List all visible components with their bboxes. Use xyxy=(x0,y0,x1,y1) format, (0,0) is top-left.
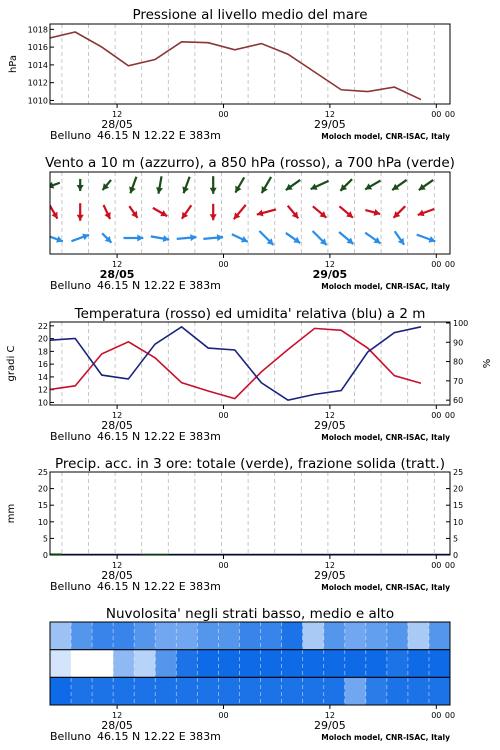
cloud-cell-alto xyxy=(134,622,156,650)
cloud-credit: Moloch model, CNR-ISAC, Italy xyxy=(321,733,450,742)
wind-arrow-shaft xyxy=(47,183,59,188)
precip-xtick-label: 00 xyxy=(218,561,229,570)
wind-arrow-head xyxy=(77,215,84,221)
cloud-xtick-label: 00 xyxy=(444,711,456,720)
pressure-ytick-label: 1012 xyxy=(27,78,48,88)
cloud-cell-medio xyxy=(50,650,72,678)
temperature-ylabel: gradi C xyxy=(6,345,17,382)
wind-arrow-head xyxy=(210,188,217,194)
cloud-cell-alto xyxy=(261,622,283,650)
pressure-title: Pressione al livello medio del mare xyxy=(132,7,368,23)
pressure-credit: Moloch model, CNR-ISAC, Italy xyxy=(321,132,450,141)
precip-date-label: 29/05 xyxy=(314,569,346,582)
humidity-ylabel: % xyxy=(482,358,493,369)
temperature-station-coords: 46.15 N 12.22 E 383m xyxy=(97,430,221,443)
cloud-cell-medio xyxy=(261,650,283,678)
temperature-station-name: Belluno xyxy=(50,430,92,443)
pressure-xtick-label: 12 xyxy=(112,110,123,119)
cloud-cell-alto xyxy=(345,622,367,650)
cloud-cell-basso xyxy=(92,677,114,705)
cloud-cell-medio xyxy=(155,650,177,678)
cloud-cell-basso xyxy=(218,677,240,705)
cloud-xtick-label: 00 xyxy=(218,711,229,720)
cloud-cell-alto xyxy=(324,622,346,650)
temperature-date-label: 28/05 xyxy=(101,419,133,432)
cloud-cell-basso xyxy=(303,677,325,705)
cloud-chart xyxy=(50,606,455,743)
precip-ytick-label: 15 xyxy=(37,501,48,511)
precip-ytick-label: 5 xyxy=(42,534,48,544)
wind-xtick-label: 12 xyxy=(324,260,335,269)
precip-ytick-label: 20 xyxy=(37,484,48,494)
temperature-ytick-label: 18 xyxy=(37,347,48,357)
cloud-cell-basso xyxy=(387,677,409,705)
cloud-cell-basso xyxy=(113,677,135,705)
humidity-ytick-label-right: 60 xyxy=(453,396,464,406)
pressure-chart xyxy=(8,7,455,142)
pressure-date-label: 28/05 xyxy=(101,118,133,131)
wind-arrow-head xyxy=(210,214,217,220)
cloud-station-name: Belluno xyxy=(50,730,92,743)
pressure-ytick-label: 1018 xyxy=(27,25,48,35)
cloud-cell-medio xyxy=(303,650,325,678)
pressure-xtick-label: 12 xyxy=(324,110,335,119)
wind-arrow-head xyxy=(77,185,84,191)
temperature-title: Temperatura (rosso) ed umidita' relativa (blu) a 2 m xyxy=(74,306,426,322)
cloud-cell-alto xyxy=(113,622,135,650)
pressure-xtick-label: 00 xyxy=(218,110,229,119)
cloud-cell-basso xyxy=(282,677,304,705)
wind-arrow-head xyxy=(137,235,143,242)
cloud-cell-alto xyxy=(50,622,72,650)
cloud-cell-alto xyxy=(176,622,198,650)
cloud-cell-alto xyxy=(197,622,219,650)
humidity-ytick-label-right: 90 xyxy=(453,338,464,348)
cloud-cell-medio xyxy=(134,650,156,678)
cloud-cell-basso xyxy=(324,677,346,705)
temperature-ytick-label: 10 xyxy=(37,398,48,408)
wind-title: Vento a 10 m (azzurro), a 850 hPa (rosso), a 700 hPa (verde) xyxy=(45,155,455,171)
wind-chart xyxy=(18,155,455,292)
wind-station-name: Belluno xyxy=(50,279,92,292)
wind-xtick-label: 00 xyxy=(431,260,442,269)
wind-station-coords: 46.15 N 12.22 E 383m xyxy=(97,279,221,292)
wind-credit: Moloch model, CNR-ISAC, Italy xyxy=(321,282,450,291)
cloud-date-label: 28/05 xyxy=(101,719,133,732)
wind-arrow-head xyxy=(21,209,28,216)
cloud-cell-medio xyxy=(345,650,367,678)
temperature-ytick-label: 16 xyxy=(37,360,48,370)
precip-station-coords: 46.15 N 12.22 E 383m xyxy=(97,580,221,593)
cloud-cell-basso xyxy=(71,677,93,705)
pressure-station-name: Belluno xyxy=(50,129,92,142)
pressure-ytick-label: 1014 xyxy=(27,60,48,70)
precip-ylabel: mm xyxy=(6,503,17,524)
precip-frame xyxy=(50,472,450,555)
cloud-cell-alto xyxy=(429,622,451,650)
precip-title: Precip. acc. in 3 ore: totale (verde), frazione solida (tratt.) xyxy=(55,456,445,472)
cloud-cell-alto xyxy=(92,622,114,650)
cloud-cell-alto xyxy=(239,622,261,650)
precip-station-name: Belluno xyxy=(50,580,92,593)
cloud-cell-medio xyxy=(92,650,114,678)
precip-ytick-label-right: 25 xyxy=(453,468,464,477)
cloud-title: Nuvolosita' negli strati basso, medio e alto xyxy=(105,606,395,622)
precip-ytick-label: 10 xyxy=(37,517,48,527)
pressure-ylabel: hPa xyxy=(8,54,19,74)
cloud-xtick-label: 12 xyxy=(324,711,335,720)
cloud-cell-medio xyxy=(113,650,135,678)
precip-ytick-label-right: 10 xyxy=(453,517,464,527)
cloud-cell-basso xyxy=(408,677,430,705)
precip-ytick-label-right: 20 xyxy=(453,484,464,494)
cloud-cell-basso xyxy=(366,677,388,705)
wind-xtick-label: 00 xyxy=(218,260,229,269)
wind-arrow-shaft xyxy=(18,183,35,188)
precip-ytick-label-right: 15 xyxy=(453,501,464,511)
pressure-xtick-label: 00 xyxy=(444,110,456,119)
cloud-cell-alto xyxy=(303,622,325,650)
wind-xtick-label: 00 xyxy=(444,260,456,269)
cloud-station-coords: 46.15 N 12.22 E 383m xyxy=(97,730,221,743)
cloud-xtick-label: 00 xyxy=(431,711,442,720)
cloud-cell-basso xyxy=(176,677,198,705)
precip-ytick-label: 25 xyxy=(37,468,48,477)
precip-xtick-label: 12 xyxy=(324,561,335,570)
pressure-station-coords: 46.15 N 12.22 E 383m xyxy=(97,129,221,142)
temperature-frame xyxy=(50,322,450,405)
wind-arrow-head xyxy=(217,234,223,241)
cloud-cell-medio xyxy=(176,650,198,678)
humidity-ytick-label-right: 80 xyxy=(453,357,464,367)
cloud-cell-medio xyxy=(408,650,430,678)
temperature-date-label: 29/05 xyxy=(314,419,346,432)
wind-arrow-shaft xyxy=(21,210,33,215)
humidity-ytick-label-right: 70 xyxy=(453,376,464,386)
wind-date-label: 29/05 xyxy=(312,268,348,281)
precip-ytick-label: 0 xyxy=(42,551,48,560)
temperature-credit: Moloch model, CNR-ISAC, Italy xyxy=(321,433,450,442)
cloud-xtick-label: 12 xyxy=(112,711,123,720)
precip-xtick-label: 12 xyxy=(112,561,123,570)
precip-credit: Moloch model, CNR-ISAC, Italy xyxy=(321,583,450,592)
temperature-ytick-label: 20 xyxy=(37,334,48,344)
cloud-cell-medio xyxy=(366,650,388,678)
precip-date-label: 28/05 xyxy=(101,569,133,582)
cloud-cell-medio xyxy=(429,650,451,678)
temperature-xtick-label: 00 xyxy=(218,411,229,420)
cloud-cell-alto xyxy=(155,622,177,650)
temperature-xtick-label: 00 xyxy=(444,411,456,420)
cloud-cell-basso xyxy=(261,677,283,705)
wind-date-label: 28/05 xyxy=(99,268,135,281)
temperature-xtick-label: 12 xyxy=(324,411,335,420)
cloud-cell-basso xyxy=(429,677,451,705)
cloud-cell-alto xyxy=(366,622,388,650)
temperature-ytick-label: 12 xyxy=(37,385,48,395)
cloud-cell-basso xyxy=(197,677,219,705)
precip-xtick-label: 00 xyxy=(444,561,456,570)
temperature-xtick-label: 00 xyxy=(431,411,442,420)
temperature-chart xyxy=(6,306,493,443)
cloud-cell-medio xyxy=(387,650,409,678)
cloud-cell-alto xyxy=(282,622,304,650)
cloud-cell-alto xyxy=(71,622,93,650)
cloud-cell-alto xyxy=(218,622,240,650)
wind-arrow-head xyxy=(29,237,36,243)
cloud-cell-basso xyxy=(155,677,177,705)
temperature-xtick-label: 12 xyxy=(112,411,123,420)
cloud-cell-basso xyxy=(239,677,261,705)
cloud-cell-medio xyxy=(71,650,93,678)
pressure-ytick-label: 1010 xyxy=(27,96,48,106)
precip-xtick-label: 00 xyxy=(431,561,442,570)
pressure-ytick-label: 1016 xyxy=(27,43,48,53)
cloud-cell-basso xyxy=(345,677,367,705)
precip-ytick-label-right: 0 xyxy=(453,551,459,560)
pressure-date-label: 29/05 xyxy=(314,118,346,131)
cloud-cell-alto xyxy=(387,622,409,650)
cloud-cell-medio xyxy=(218,650,240,678)
cloud-cell-medio xyxy=(197,650,219,678)
wind-arrow-head xyxy=(18,182,25,189)
cloud-cell-alto xyxy=(408,622,430,650)
precip-ytick-label-right: 5 xyxy=(453,534,459,544)
temperature-ytick-label: 14 xyxy=(37,372,48,382)
cloud-cell-medio xyxy=(239,650,261,678)
humidity-ytick-label-right: 100 xyxy=(453,318,469,328)
wind-arrows xyxy=(18,176,435,245)
cloud-cell-basso xyxy=(50,677,72,705)
precip-chart xyxy=(6,456,463,593)
cloud-cell-basso xyxy=(134,677,156,705)
temperature-ytick-label: 22 xyxy=(37,321,48,331)
cloud-cell-medio xyxy=(282,650,304,678)
wind-xtick-label: 12 xyxy=(112,260,123,269)
wind-arrow-shaft xyxy=(18,233,35,243)
cloud-date-label: 29/05 xyxy=(314,719,346,732)
cloud-cell-medio xyxy=(324,650,346,678)
pressure-xtick-label: 00 xyxy=(431,110,442,119)
pressure-frame xyxy=(50,24,450,104)
wind-arrow-head xyxy=(190,234,196,241)
